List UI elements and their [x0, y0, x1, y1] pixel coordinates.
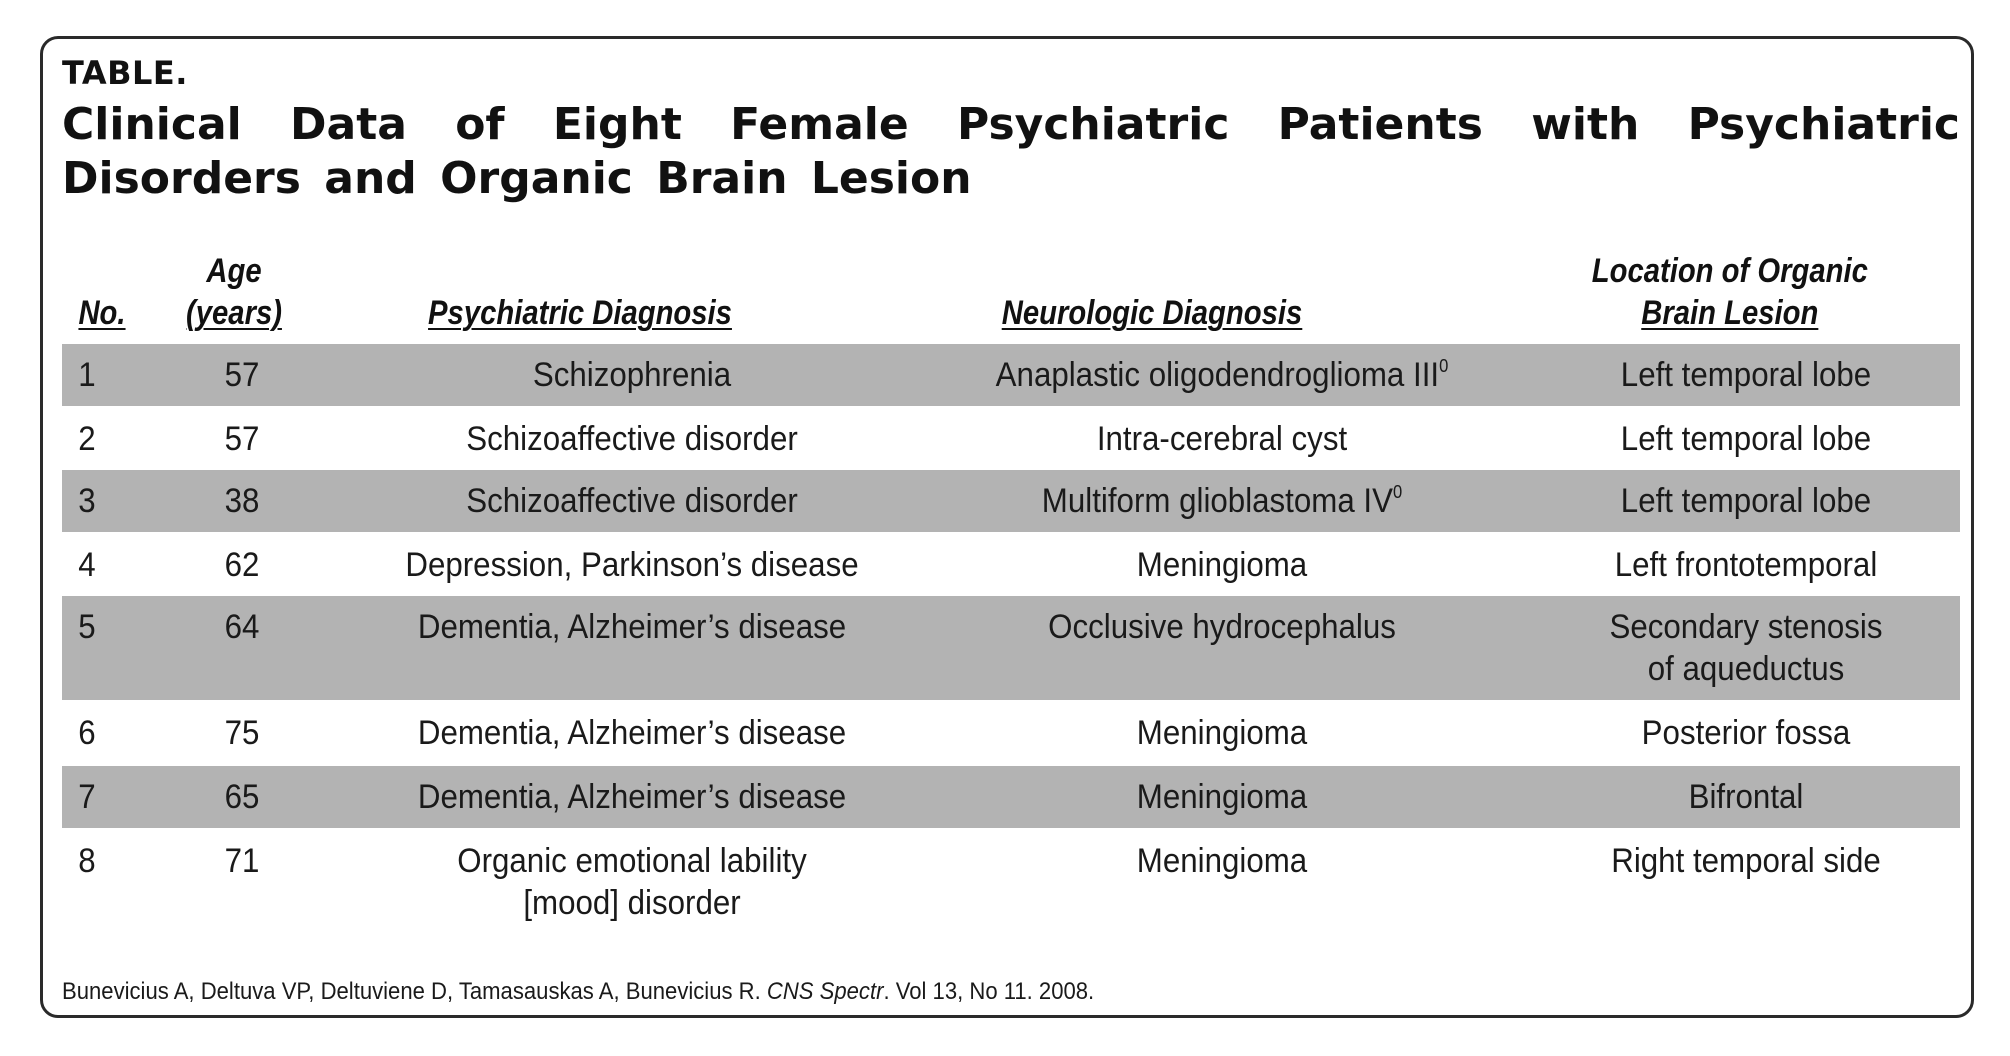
header-no-label: No.: [78, 294, 126, 332]
cell-psychiatric: Schizoaffective disorder: [466, 482, 798, 520]
cell-age: 38: [224, 482, 260, 520]
cell-age: 57: [224, 420, 260, 458]
cell-psychiatric: Depression, Parkinson’s disease: [405, 546, 859, 584]
cell-neurologic: [918, 354, 1525, 396]
source-authors: Bunevicius A, Deltuva VP, Deltuviene D, Tamasauskas A, Bunevicius R.: [62, 978, 761, 1005]
header-age-line1: Age: [206, 252, 262, 290]
cell-psychiatric: Schizoaffective disorder: [466, 420, 798, 458]
cell-location: Left temporal lobe: [1620, 482, 1872, 520]
header-location-line2: Brain Lesion: [1641, 294, 1819, 332]
cell-location-line1: Secondary stenosis: [1609, 608, 1883, 646]
cell-age: 65: [224, 778, 260, 816]
cell-neurologic-sup: 0: [1392, 482, 1403, 502]
cell-psychiatric: [333, 840, 931, 924]
table-title: Clinical Data of Eight Female Psychiatric Patients with Psychiatric Disorders and Organic Brain Lesion: [62, 99, 1960, 204]
source-citation: [62, 978, 1094, 1006]
table-row: [62, 406, 1960, 470]
cell-no: 7: [78, 778, 96, 816]
table-label: TABLE.: [62, 54, 188, 92]
cell-age: 75: [224, 714, 260, 752]
cell-no: 3: [78, 482, 96, 520]
cell-psychiatric-line2: [mood] disorder: [523, 884, 741, 922]
source-details: . Vol 13, No 11. 2008.: [883, 978, 1095, 1005]
header-age-line2: (years): [186, 294, 282, 332]
cell-location: Left temporal lobe: [1620, 420, 1872, 458]
table-row: [62, 596, 1960, 700]
cell-neurologic-sup: 0: [1439, 356, 1449, 376]
cell-location: [1549, 606, 1943, 690]
header-psychiatric: [356, 292, 803, 334]
table-row: [62, 344, 1960, 406]
header-no: [68, 292, 137, 334]
cell-no: 4: [78, 546, 96, 584]
cell-psychiatric: Dementia, Alzheimer’s disease: [417, 714, 847, 752]
header-location-line1: Location of Organic: [1591, 252, 1868, 290]
cell-neurologic: Meningioma: [1136, 714, 1308, 752]
cell-neurologic: Intra-cerebral cyst: [1096, 420, 1348, 458]
cell-no: 8: [78, 842, 96, 880]
cell-location: Left temporal lobe: [1620, 356, 1872, 394]
cell-neurologic-text: Anaplastic oligodendroglioma III: [995, 356, 1440, 394]
cell-location: Right temporal side: [1611, 842, 1881, 880]
cell-neurologic-text: Multiform glioblastoma IV: [1041, 482, 1393, 520]
cell-neurologic: [918, 480, 1525, 522]
cell-age: 62: [224, 546, 260, 584]
header-neurologic-label: Neurologic Diagnosis: [1001, 294, 1303, 332]
cell-no: 5: [78, 608, 96, 646]
cell-location-line2: of aqueductus: [1647, 650, 1845, 688]
table-row: [62, 700, 1960, 766]
header-location: [1532, 250, 1928, 334]
cell-neurologic: Meningioma: [1136, 778, 1308, 816]
cell-neurologic: Meningioma: [1136, 842, 1308, 880]
cell-psychiatric-line1: Organic emotional lability: [457, 842, 807, 880]
source-journal: CNS Spectr: [766, 978, 884, 1005]
cell-no: 6: [78, 714, 96, 752]
cell-psychiatric: Dementia, Alzheimer’s disease: [417, 608, 847, 646]
cell-age: 71: [224, 842, 260, 880]
cell-location: Bifrontal: [1688, 778, 1804, 816]
cell-psychiatric: Dementia, Alzheimer’s disease: [417, 778, 847, 816]
cell-neurologic: Meningioma: [1136, 546, 1308, 584]
cell-location: Left frontotemporal: [1614, 546, 1878, 584]
cell-no: 1: [78, 356, 96, 394]
table-row: [62, 470, 1960, 532]
cell-no: 2: [78, 420, 96, 458]
cell-neurologic: Occlusive hydrocephalus: [1048, 608, 1396, 646]
table-row: [62, 532, 1960, 596]
header-age: [181, 250, 288, 334]
header-psychiatric-label: Psychiatric Diagnosis: [428, 294, 732, 332]
cell-psychiatric: Schizophrenia: [532, 356, 732, 394]
header-neurologic: [937, 292, 1367, 334]
table-row: [62, 828, 1960, 936]
cell-age: 64: [224, 608, 260, 646]
cell-location: Posterior fossa: [1641, 714, 1851, 752]
cell-age: 57: [224, 356, 260, 394]
table-row: [62, 766, 1960, 828]
